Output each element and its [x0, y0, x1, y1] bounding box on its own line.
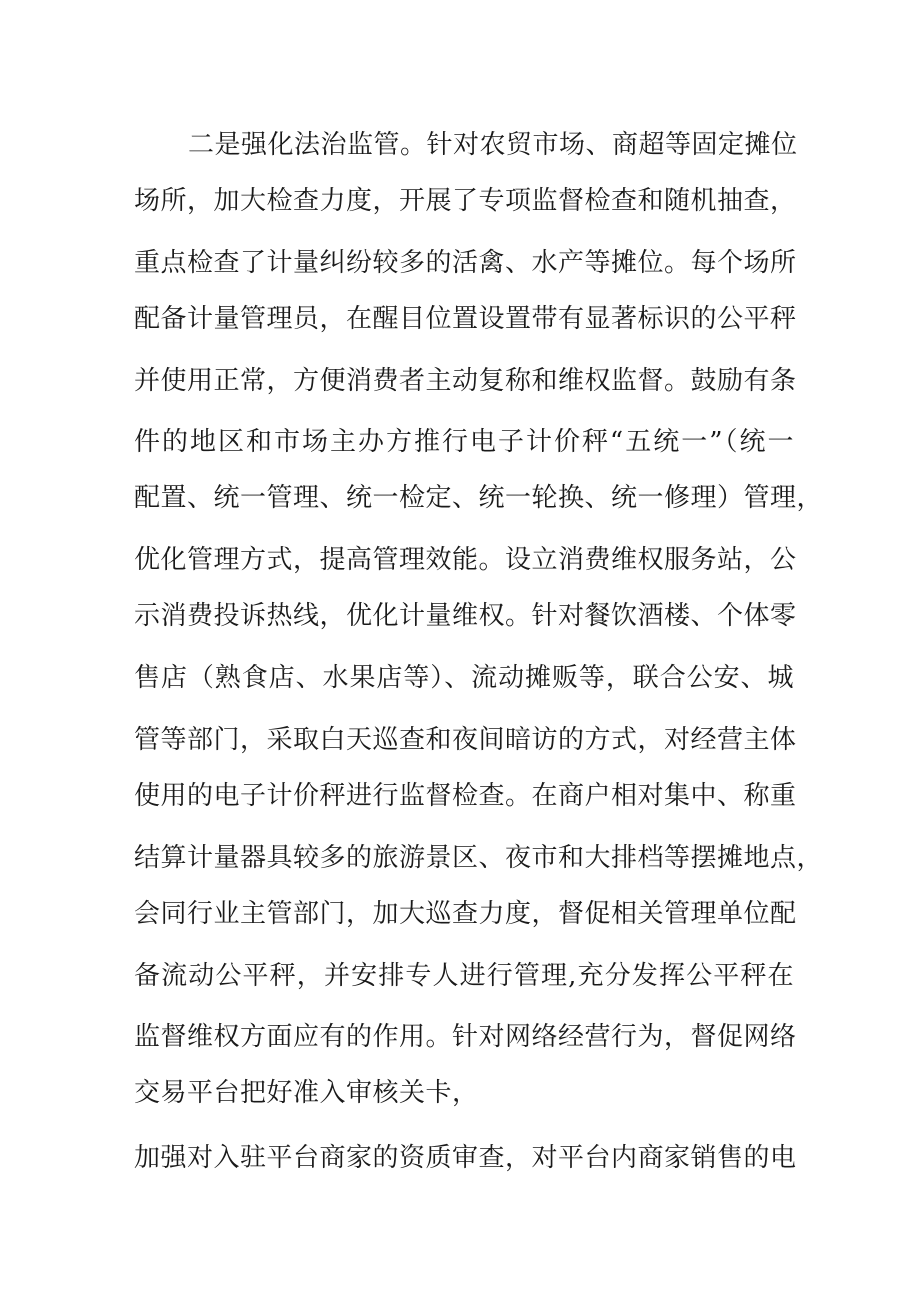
paragraph-line: 配置、统一管理、统一检定、统一轮换、统一修理）管理，	[134, 483, 824, 513]
paragraph-line: 管等部门，采取白天巡查和夜间暗访的方式，对经营主体	[134, 725, 797, 755]
paragraph-line: 优化管理方式，提高管理效能。设立消费维权服务站，公	[134, 545, 797, 575]
paragraph-line: 使用的电子计价秤进行监督检查。在商户相对集中、称重	[134, 781, 797, 811]
paragraph-line: 监督维权方面应有的作用。针对网络经营行为，督促网络	[134, 1022, 797, 1052]
paragraph-line: 示消费投诉热线，优化计量维权。针对餐饮酒楼、个体零	[134, 601, 797, 631]
paragraph-line: 售店（熟食店、水果店等）、流动摊贩等，联合公安、城	[134, 663, 794, 693]
paragraph-line: 加强对入驻平台商家的资质审查，对平台内商家销售的电	[134, 1143, 797, 1173]
paragraph-line: 件的地区和市场主办方推行电子计价秤“五统一”（统一	[134, 427, 794, 457]
paragraph-line: 重点检查了计量纠纷较多的活禽、水产等摊位。每个场所	[134, 248, 797, 278]
paragraph-line: 配备计量管理员，在醒目位置设置带有显著标识的公平秤	[134, 304, 797, 334]
paragraph-line: 会同行业主管部门，加大巡查力度，督促相关管理单位配	[134, 899, 797, 929]
paragraph-line: 结算计量器具较多的旅游景区、夜市和大排档等摆摊地点，	[134, 843, 824, 873]
paragraph-line: 二是强化法治监管。针对农贸市场、商超等固定摊位	[188, 130, 798, 160]
paragraph-line: 场所，加大检查力度，开展了专项监督检查和随机抽查，	[134, 186, 797, 216]
paragraph-line: 并使用正常，方便消费者主动复称和维权监督。鼓励有条	[134, 366, 797, 396]
paragraph-line: 交易平台把好准入审核关卡，	[134, 1078, 479, 1108]
paragraph-line: 备流动公平秤，并安排专人进行管理,充分发挥公平秤在	[134, 961, 794, 991]
